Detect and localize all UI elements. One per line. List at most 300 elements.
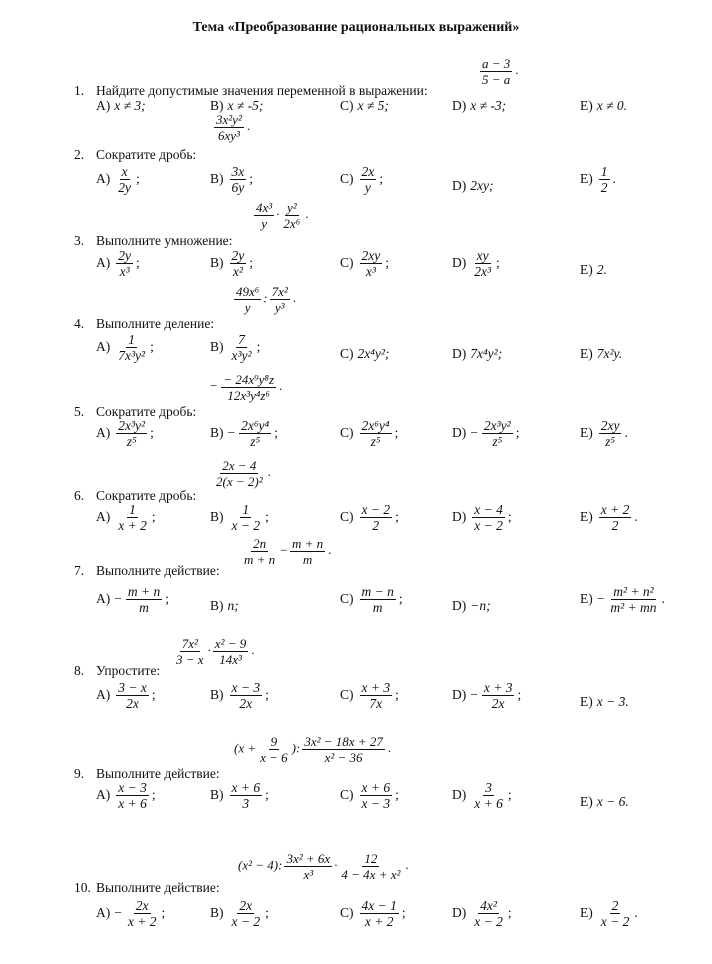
punctuation: ; <box>265 686 269 702</box>
expression-fraction-b <box>339 851 402 882</box>
answer-option-С[interactable] <box>340 346 389 362</box>
expression-prefix: (x + <box>234 740 257 756</box>
expression-fraction-b-numerator: 3x² − 18x + 27 <box>304 734 383 749</box>
option-label: D) <box>452 254 467 270</box>
expression-fraction <box>221 372 276 403</box>
option-label: В) <box>210 904 224 920</box>
expression-fraction-b-denominator: m <box>302 552 313 567</box>
answer-option-Е[interactable] <box>580 262 607 278</box>
expression-fraction-a-denominator: 3 − x <box>176 652 204 667</box>
option-label: Е) <box>580 694 593 709</box>
punctuation: . <box>624 424 628 440</box>
expression-operator: · <box>207 642 211 658</box>
option-label: D) <box>452 98 467 113</box>
question-10-expression <box>238 851 409 882</box>
option-fraction-denominator: m <box>372 600 383 615</box>
option-fraction-denominator: x − 2 <box>474 914 503 929</box>
expression-fraction-b-denominator: 14x³ <box>219 652 242 667</box>
answer-option-Е[interactable] <box>580 346 622 362</box>
answer-option-В[interactable] <box>210 418 278 449</box>
expression-fraction-b-denominator: 2x⁶ <box>283 216 301 231</box>
option-label: С) <box>340 170 354 186</box>
question-3-expression <box>252 200 308 231</box>
option-label: В) <box>210 686 224 702</box>
option-fraction-denominator: 3 <box>242 796 250 811</box>
answer-option-С[interactable] <box>340 898 406 929</box>
question-number: 6. <box>74 488 85 503</box>
option-value: x ≠ 3; <box>114 98 146 113</box>
option-label: А) <box>96 904 111 920</box>
answer-option-С[interactable] <box>340 584 403 615</box>
punctuation: ; <box>249 254 254 270</box>
answer-option-С[interactable] <box>340 680 399 711</box>
punctuation: . <box>305 206 309 222</box>
answer-option-Е[interactable] <box>580 98 627 114</box>
option-label: С) <box>340 904 354 920</box>
option-fraction <box>116 418 147 449</box>
punctuation: . <box>251 642 255 658</box>
option-fraction-denominator: x − 2 <box>600 914 630 929</box>
question-number: 9. <box>74 766 85 781</box>
option-fraction <box>230 332 254 363</box>
punctuation: ; <box>496 254 500 270</box>
answer-option-D[interactable] <box>452 178 493 194</box>
option-label: В) <box>210 786 224 802</box>
option-fraction-numerator: m + n <box>127 584 161 599</box>
answer-option-Е[interactable] <box>580 694 629 710</box>
option-fraction-numerator: 2xy <box>361 248 381 263</box>
option-fraction-denominator: y <box>364 180 371 195</box>
punctuation: ; <box>379 170 384 186</box>
option-fraction-denominator: z⁵ <box>126 434 137 449</box>
question-4-text <box>74 316 214 332</box>
option-label: Е) <box>580 508 593 524</box>
option-label: В) <box>210 598 224 613</box>
expression-fraction-a-numerator: 49x⁶ <box>236 284 260 299</box>
option-fraction-numerator: 2x⁶y⁴ <box>241 418 270 433</box>
option-label: В) <box>210 338 224 354</box>
option-sign: − <box>470 686 478 702</box>
answer-option-С[interactable] <box>340 248 389 279</box>
question-5-expression <box>210 372 282 403</box>
option-fraction-numerator: 2x <box>361 164 375 179</box>
expression-fraction-denominator: 5 − a <box>482 72 511 87</box>
option-label: Е) <box>580 424 593 440</box>
option-fraction-numerator: x <box>121 164 128 179</box>
option-label: С) <box>340 786 354 802</box>
answer-option-В[interactable] <box>210 598 239 614</box>
answer-option-D[interactable] <box>452 898 512 929</box>
option-label: А) <box>96 508 111 524</box>
question-number: 3. <box>74 233 85 248</box>
expression-fraction-a <box>258 734 290 765</box>
option-fraction-denominator: z⁵ <box>492 434 503 449</box>
option-fraction <box>360 248 383 279</box>
option-label: С) <box>340 686 354 702</box>
expression-fraction-b-numerator: 7x² <box>271 284 288 299</box>
answer-option-Е[interactable] <box>580 164 616 195</box>
question-prompt: Выполните действие: <box>96 766 220 781</box>
option-fraction <box>472 780 505 811</box>
expression-operator: : <box>263 290 268 306</box>
answer-option-А[interactable] <box>96 332 154 363</box>
option-label: Е) <box>580 262 593 277</box>
punctuation: ; <box>150 424 154 440</box>
answer-option-С[interactable] <box>340 98 389 114</box>
punctuation: ; <box>249 170 254 186</box>
option-fraction <box>116 502 149 533</box>
option-label: А) <box>96 786 111 802</box>
answer-option-Е[interactable] <box>580 418 628 449</box>
punctuation: . <box>661 590 665 606</box>
option-fraction-denominator: 2x <box>239 696 253 711</box>
punctuation: ; <box>507 904 512 920</box>
option-fraction-numerator: 2x <box>239 898 253 913</box>
option-fraction-numerator: x − 3 <box>231 680 261 695</box>
option-sign: − <box>114 904 122 920</box>
option-fraction <box>599 164 610 195</box>
option-fraction <box>116 164 133 195</box>
answer-option-В[interactable] <box>210 502 269 533</box>
expression-fraction-b <box>281 200 302 231</box>
answer-option-С[interactable] <box>340 502 399 533</box>
option-fraction-denominator: x − 3 <box>361 796 391 811</box>
expression-fraction-b-denominator: x² − 36 <box>324 750 363 765</box>
option-fraction-numerator: x + 3 <box>483 680 513 695</box>
expression-fraction-a <box>174 636 206 667</box>
answer-option-В[interactable] <box>210 164 253 195</box>
punctuation: ; <box>394 424 399 440</box>
punctuation: . <box>387 740 392 756</box>
question-prompt: Выполните действие: <box>96 563 220 578</box>
expression-fraction-denominator: 12x³y⁴z⁶ <box>227 388 270 403</box>
answer-option-D[interactable] <box>452 248 500 279</box>
option-label: D) <box>452 598 467 613</box>
question-1-expression <box>478 56 519 87</box>
option-fraction-denominator: x + 2 <box>364 914 394 929</box>
option-value: x ≠ -5; <box>227 98 264 113</box>
question-2-expression <box>212 112 250 143</box>
answer-option-D[interactable] <box>452 346 502 362</box>
option-label: А) <box>96 98 111 113</box>
option-fraction-denominator: x + 6 <box>118 796 147 811</box>
punctuation: ; <box>136 170 140 186</box>
punctuation: ; <box>265 508 269 524</box>
expression-fraction-b <box>213 636 248 667</box>
punctuation: ; <box>256 338 261 354</box>
option-fraction-denominator: 7x <box>369 696 383 711</box>
page-title: Тема «Преобразование рациональных выражений» <box>192 20 520 35</box>
option-label: D) <box>452 904 467 920</box>
option-label: А) <box>96 424 111 440</box>
question-prompt: Выполните действие: <box>96 880 220 895</box>
expression-fraction-a-numerator: 7x² <box>181 636 198 651</box>
punctuation: . <box>267 464 271 480</box>
option-fraction-numerator: 1 <box>242 502 250 517</box>
option-fraction <box>599 502 632 533</box>
punctuation: ; <box>395 686 399 702</box>
question-3-text <box>74 233 232 249</box>
expression-operator: · <box>276 206 280 222</box>
option-label: Е) <box>580 170 593 186</box>
option-fraction-numerator: 4x − 1 <box>361 898 397 913</box>
answer-option-D[interactable] <box>452 598 491 614</box>
option-fraction-denominator: 2x <box>491 696 505 711</box>
punctuation: ; <box>161 904 166 920</box>
question-number: 5. <box>74 404 85 419</box>
answer-option-Е[interactable] <box>580 898 638 929</box>
option-sign: − <box>114 590 122 606</box>
punctuation: . <box>405 857 409 873</box>
answer-option-С[interactable] <box>340 780 399 811</box>
option-fraction <box>230 680 263 711</box>
option-fraction <box>599 898 632 929</box>
option-fraction-numerator: 3 <box>485 780 492 795</box>
option-label: D) <box>452 686 467 702</box>
answer-option-А[interactable] <box>96 584 169 615</box>
option-fraction-numerator: m² + n² <box>613 584 654 599</box>
punctuation: ; <box>385 254 389 270</box>
option-fraction-numerator: x − 4 <box>474 502 503 517</box>
option-fraction-numerator: x − 3 <box>118 780 147 795</box>
option-fraction-numerator: 7 <box>238 332 245 347</box>
option-value: x − 6. <box>596 794 629 809</box>
option-fraction-numerator: 1 <box>129 502 136 517</box>
punctuation: ; <box>517 686 522 702</box>
punctuation: . <box>634 904 638 920</box>
answer-option-А[interactable] <box>96 680 156 711</box>
punctuation: ; <box>265 904 269 920</box>
expression-fraction-b <box>270 284 290 315</box>
answer-option-С[interactable] <box>340 164 383 195</box>
option-value: x ≠ 5; <box>357 98 389 113</box>
answer-option-А[interactable] <box>96 502 156 533</box>
option-fraction-numerator: 3x <box>231 164 245 179</box>
answer-option-В[interactable] <box>210 780 269 811</box>
option-sign: − <box>596 590 605 606</box>
option-fraction <box>472 502 505 533</box>
option-fraction-denominator: x³ <box>365 264 376 279</box>
answer-option-В[interactable] <box>210 248 253 279</box>
option-label: С) <box>340 508 354 524</box>
expression-operator: · <box>334 857 338 873</box>
question-2-text <box>74 147 196 163</box>
answer-option-С[interactable] <box>340 418 398 449</box>
option-fraction-numerator: 2y <box>118 248 131 263</box>
option-fraction-denominator: 2 <box>372 518 380 533</box>
option-fraction <box>230 248 247 279</box>
option-fraction-numerator: 4x² <box>480 898 497 913</box>
answer-option-D[interactable] <box>452 680 521 711</box>
expression-fraction-b-numerator: m + n <box>291 536 324 551</box>
punctuation: . <box>292 290 297 306</box>
option-fraction-numerator: x + 6 <box>361 780 391 795</box>
expression-fraction-b <box>302 734 384 765</box>
answer-option-А[interactable] <box>96 98 146 114</box>
option-fraction <box>482 680 515 711</box>
expression-prefix: (x² − 4): <box>238 857 283 873</box>
punctuation: ; <box>165 590 169 606</box>
answer-option-А[interactable] <box>96 248 140 279</box>
question-prompt: Выполните умножение: <box>96 233 233 248</box>
option-fraction <box>472 898 505 929</box>
punctuation: ; <box>401 904 406 920</box>
question-prompt: Сократите дробь: <box>96 488 197 503</box>
question-4-expression <box>232 284 296 315</box>
option-sign: − <box>470 424 478 440</box>
option-fraction-numerator: 2y <box>231 248 245 263</box>
expression-fraction <box>480 56 512 87</box>
option-label: С) <box>340 590 354 606</box>
option-value: 7x⁴y²; <box>470 346 503 361</box>
option-fraction <box>360 164 377 195</box>
option-value: −n; <box>470 598 491 613</box>
option-fraction <box>360 780 393 811</box>
option-fraction-denominator: x − 2 <box>474 518 503 533</box>
expression-fraction-b <box>290 536 325 567</box>
option-fraction-denominator: x³y² <box>231 348 252 363</box>
option-fraction <box>116 248 133 279</box>
punctuation: ; <box>274 424 279 440</box>
expression-fraction-a-denominator: m + n <box>244 552 276 567</box>
option-fraction-numerator: 1 <box>600 164 608 179</box>
punctuation: . <box>328 542 332 558</box>
option-label: Е) <box>580 346 593 361</box>
expression-fraction-a <box>284 851 332 882</box>
question-number: 7. <box>74 563 85 578</box>
option-label: А) <box>96 590 111 606</box>
option-label: В) <box>210 98 224 113</box>
option-value: n; <box>227 598 239 613</box>
option-label: Е) <box>580 794 593 809</box>
option-fraction-numerator: 3 − x <box>118 680 147 695</box>
question-9-expression <box>234 734 391 765</box>
option-value: x − 3. <box>596 694 629 709</box>
expression-fraction-a-denominator: x − 6 <box>260 750 288 765</box>
option-value: 7x²y. <box>596 346 623 361</box>
option-fraction-denominator: x + 2 <box>118 518 147 533</box>
option-value: x ≠ 0. <box>596 98 628 113</box>
punctuation: ; <box>151 508 156 524</box>
expression-sign: − <box>210 378 218 394</box>
option-label: С) <box>340 346 354 361</box>
expression-fraction-a <box>234 284 261 315</box>
expression-fraction-b-numerator: 12 <box>364 851 378 866</box>
option-label: D) <box>452 786 467 802</box>
expression-fraction-b-numerator: x² − 9 <box>214 636 247 651</box>
option-label: Е) <box>580 590 593 606</box>
answer-option-В[interactable] <box>210 898 269 929</box>
option-value: 2. <box>596 262 607 277</box>
answer-option-D[interactable] <box>452 418 519 449</box>
option-fraction-numerator: 2xy <box>600 418 620 433</box>
punctuation: . <box>612 170 616 186</box>
expression-fraction-a-denominator: y <box>244 300 251 315</box>
expression-fraction-a-denominator: y <box>261 216 267 231</box>
option-fraction <box>126 898 159 929</box>
option-fraction <box>360 680 393 711</box>
punctuation: ; <box>507 508 512 524</box>
question-1-text <box>74 83 428 99</box>
answer-option-А[interactable] <box>96 418 154 449</box>
option-fraction-numerator: 2x³y² <box>483 418 511 433</box>
option-label: А) <box>96 338 111 354</box>
option-fraction-numerator: 2 <box>611 898 619 913</box>
expression-fraction-b-numerator: y² <box>286 200 297 215</box>
option-value: 2x⁴y²; <box>357 346 390 361</box>
answer-option-А[interactable] <box>96 898 165 929</box>
option-fraction <box>116 680 149 711</box>
option-fraction-numerator: x − 2 <box>361 502 391 517</box>
answer-option-Е[interactable] <box>580 502 638 533</box>
option-fraction <box>239 418 271 449</box>
option-fraction-denominator: x³ <box>119 264 130 279</box>
answer-option-D[interactable] <box>452 98 506 114</box>
answer-option-D[interactable] <box>452 780 512 811</box>
punctuation: ; <box>398 590 403 606</box>
option-fraction-denominator: 2y <box>118 180 131 195</box>
punctuation: . <box>515 62 519 78</box>
option-fraction-denominator: 2x <box>126 696 139 711</box>
option-fraction-denominator: 2 <box>600 180 608 195</box>
option-fraction <box>126 584 162 615</box>
option-fraction-denominator: 2 <box>611 518 619 533</box>
question-7-expression <box>240 536 331 567</box>
punctuation: ; <box>395 508 399 524</box>
option-label: D) <box>452 424 467 440</box>
expression-fraction-a <box>242 536 277 567</box>
question-7-text <box>74 563 220 579</box>
answer-option-Е[interactable] <box>580 794 629 810</box>
option-label: А) <box>96 170 111 186</box>
answer-option-В[interactable] <box>210 332 260 363</box>
answer-option-Е[interactable] <box>580 584 665 615</box>
expression-fraction-a-numerator: 2n <box>253 536 267 551</box>
punctuation: ; <box>151 786 156 802</box>
option-label: В) <box>210 508 224 524</box>
answer-option-В[interactable] <box>210 680 269 711</box>
option-fraction-denominator: x² <box>232 264 243 279</box>
punctuation: ; <box>515 424 520 440</box>
answer-option-А[interactable] <box>96 780 156 811</box>
answer-option-D[interactable] <box>452 502 512 533</box>
option-fraction <box>230 502 263 533</box>
expression-fraction-a-numerator: 9 <box>270 734 278 749</box>
option-fraction-denominator: z⁵ <box>605 434 616 449</box>
option-sign: − <box>227 424 236 440</box>
option-label: С) <box>340 424 354 440</box>
question-6-expression <box>212 458 271 489</box>
expression-fraction-a-numerator: 3x² + 6x <box>286 851 331 866</box>
punctuation: ; <box>507 786 512 802</box>
option-fraction-numerator: x + 6 <box>231 780 261 795</box>
question-8-text <box>74 663 160 679</box>
option-fraction <box>230 898 263 929</box>
option-value: x ≠ -3; <box>470 98 507 113</box>
option-label: В) <box>210 170 224 186</box>
punctuation: ; <box>151 686 156 702</box>
answer-option-А[interactable] <box>96 164 140 195</box>
option-fraction-numerator: 2x <box>135 898 149 913</box>
question-prompt: Сократите дробь: <box>96 147 197 162</box>
option-fraction-numerator: xy <box>476 248 489 263</box>
option-label: D) <box>452 346 467 361</box>
option-fraction <box>230 164 247 195</box>
option-value: 2xy; <box>470 178 494 193</box>
expression-fraction-a-numerator: 4x³ <box>256 200 273 215</box>
option-fraction <box>360 584 396 615</box>
option-fraction <box>230 780 263 811</box>
